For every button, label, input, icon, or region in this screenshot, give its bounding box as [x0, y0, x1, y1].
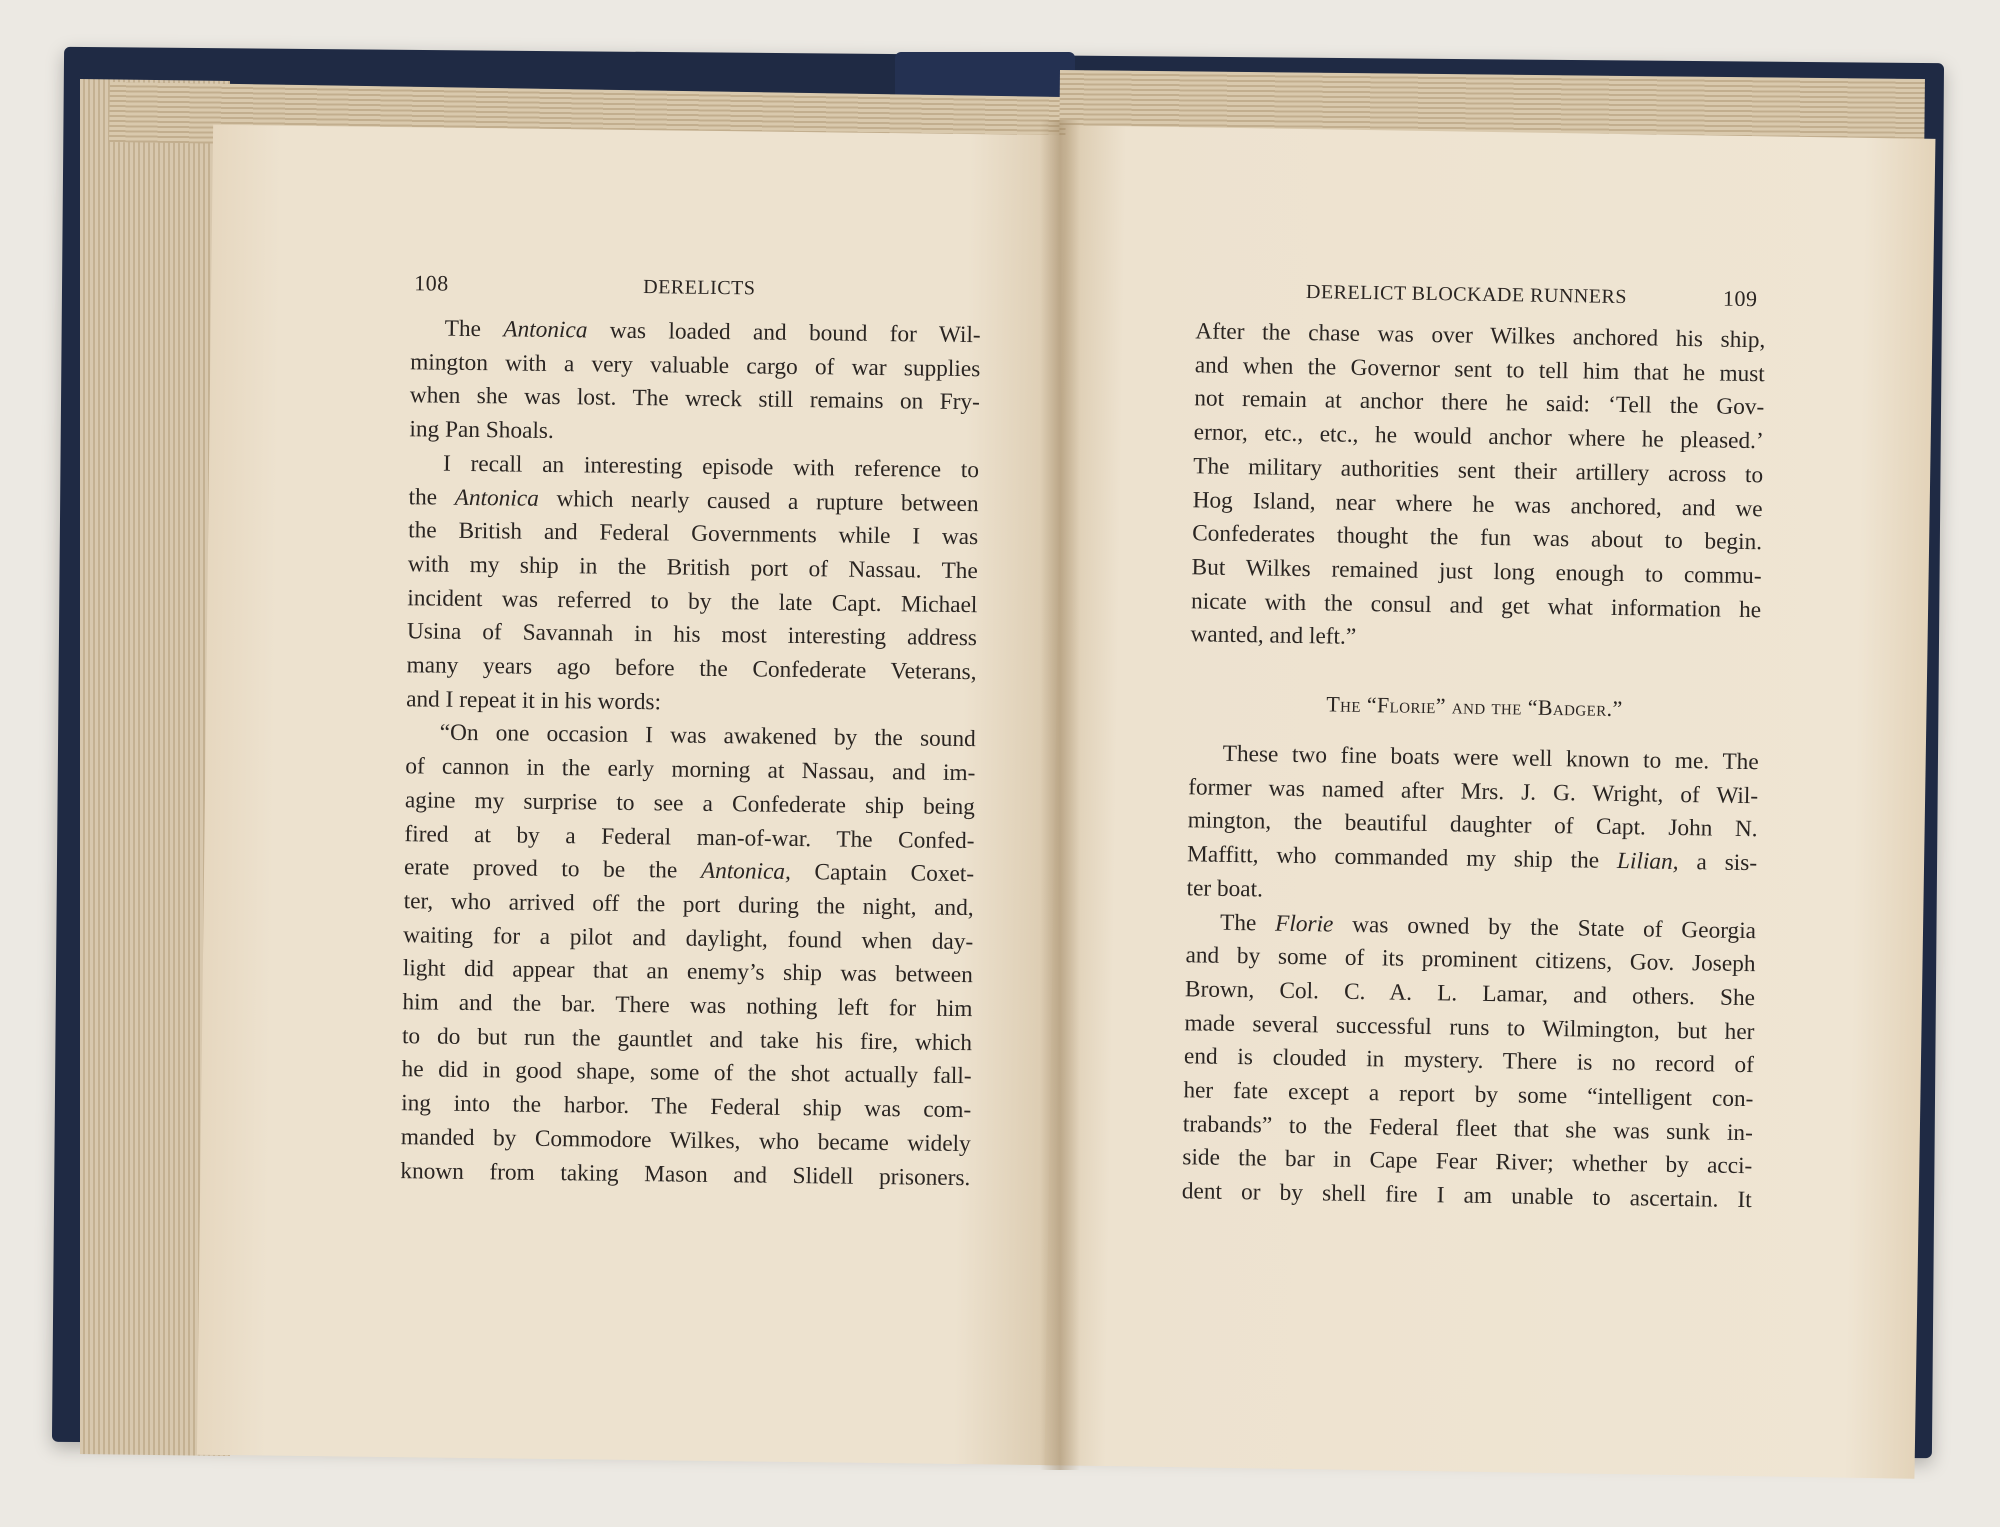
- text-line: wanted, and left.”: [1190, 621, 1357, 651]
- text-line: “On one occasion I was awakened by the sound: [439, 720, 976, 753]
- text-line: agine my surprise to see a Confederate ship being: [404, 787, 976, 820]
- italic-ship-name: Florie: [1274, 910, 1334, 938]
- text-line: ter, who arrived off the port during the night, and,: [403, 888, 974, 922]
- text-line: of cannon in the early morning at Nassau, and im-: [405, 753, 976, 787]
- text-line: nicate with the consul and get what information he: [1190, 587, 1762, 623]
- text-line: not remain at anchor there he said: ‘Tell the Gov-: [1194, 385, 1765, 421]
- text-line: to do but run the gauntlet and take his fire, which: [401, 1022, 973, 1056]
- text-line: and when the Governor sent to tell him that he must: [1194, 352, 1765, 387]
- text-run: a sis-: [1678, 849, 1758, 877]
- text-line: The military authorities sent their artillery across to: [1193, 453, 1764, 489]
- right-page: [1045, 125, 1936, 1479]
- italic-ship-name: Lilian,: [1616, 848, 1679, 876]
- text-line: made several successful runs to Wilmington, but her: [1184, 1009, 1755, 1045]
- text-line: Confederates thought the fun was about to begin.: [1191, 520, 1763, 556]
- italic-ship-name: Antonica,: [700, 858, 792, 886]
- text-line: the British and Federal Governments while I was: [408, 517, 979, 551]
- text-line: end is clouded in mystery. There is no record of: [1183, 1043, 1755, 1079]
- right-page-number: 109: [1722, 285, 1758, 312]
- text-line: trabands” to the Federal fleet that she was sunk in-: [1182, 1110, 1754, 1146]
- left-running-head: DERELICTS: [643, 276, 756, 300]
- left-page: [197, 125, 1073, 1465]
- text-line: ter boat.: [1186, 875, 1264, 903]
- text-line: her fate except a report by some “intelligent con-: [1183, 1077, 1754, 1113]
- right-page-body-bottom: [1182, 737, 1759, 1218]
- text-line: mington with a very valuable cargo of war supplies: [410, 348, 981, 382]
- text-run: Captain Coxet-: [790, 859, 975, 888]
- italic-ship-name: Antonica: [503, 316, 588, 344]
- text-line: former was named after Mrs. J. G. Wright, of Wil-: [1187, 773, 1759, 809]
- text-line: But Wilkes remained just long enough to commu-: [1191, 554, 1762, 590]
- text-line: he did in good shape, some of the shot actually fall-: [401, 1056, 972, 1090]
- text-line: After the chase was over Wilkes anchored his ship,: [1195, 318, 1766, 354]
- text-line: many years ago before the Confederate Veterans,: [406, 652, 977, 686]
- text-line: Usina of Savannah in his most interesting address: [406, 618, 978, 652]
- text-line: and I repeat it in his words:: [405, 685, 662, 716]
- italic-ship-name: Antonica: [454, 484, 540, 512]
- text-line: ernor, etc., etc., he would anchor where he pleased.’: [1193, 419, 1764, 455]
- text-run: was loaded and bound for Wil-: [587, 317, 981, 349]
- text-run: The: [1219, 909, 1276, 937]
- text-line: I recall an interesting episode with reference to: [442, 450, 980, 483]
- text-line: side the bar in Cape Fear River; whether by acci-: [1182, 1144, 1753, 1180]
- text-line: light did appear that an enemy’s ship was between: [402, 955, 973, 989]
- text-run: was owned by the State of Georgia: [1333, 911, 1757, 944]
- right-page-body-top: [1190, 315, 1765, 661]
- text-run: erate proved to be the: [403, 854, 702, 885]
- section-heading: The “Florie” and the “Badger.”: [1326, 691, 1623, 722]
- text-line: These two fine boats were well known to me. The: [1222, 740, 1759, 776]
- text-line: incident was referred to by the late Capt. Michael: [407, 584, 978, 618]
- text-line: dent or by shell fire I am unable to ascertain. It: [1181, 1178, 1752, 1214]
- text-line: Brown, Col. C. A. L. Lamar, and others. She: [1184, 976, 1756, 1012]
- book-gutter: [1040, 120, 1080, 1470]
- text-line: when she was lost. The wreck still remains on Fry-: [409, 382, 980, 416]
- text-run: The: [444, 315, 504, 343]
- text-line: known from taking Mason and Slidell prisoners.: [400, 1157, 971, 1191]
- left-page-body: [400, 312, 981, 1195]
- text-line: Hog Island, near where he was anchored, and we: [1192, 486, 1763, 522]
- text-line: ing into the harbor. The Federal ship was com-: [401, 1090, 972, 1124]
- text-run: the: [408, 483, 455, 511]
- text-run: Maffitt, who commanded my ship the: [1186, 841, 1618, 875]
- text-line: manded by Commodore Wilkes, who became widely: [400, 1124, 971, 1158]
- right-running-head: DERELICT BLOCKADE RUNNERS: [1305, 281, 1628, 309]
- text-line: and by some of its prominent citizens, Gov. Joseph: [1185, 942, 1756, 978]
- text-run: which nearly caused a rupture between: [538, 485, 979, 517]
- text-line: ing Pan Shoals.: [409, 416, 554, 445]
- text-line: mington, the beautiful daughter of Capt. John N.: [1187, 807, 1758, 843]
- left-page-number: 108: [414, 270, 449, 296]
- text-line: him and the bar. There was nothing left for him: [402, 989, 973, 1023]
- text-line: with my ship in the British port of Nassau. The: [407, 551, 978, 585]
- text-line: waiting for a pilot and daylight, found when day-: [403, 921, 974, 955]
- text-line: fired at by a Federal man-of-war. The Confed-: [404, 820, 975, 854]
